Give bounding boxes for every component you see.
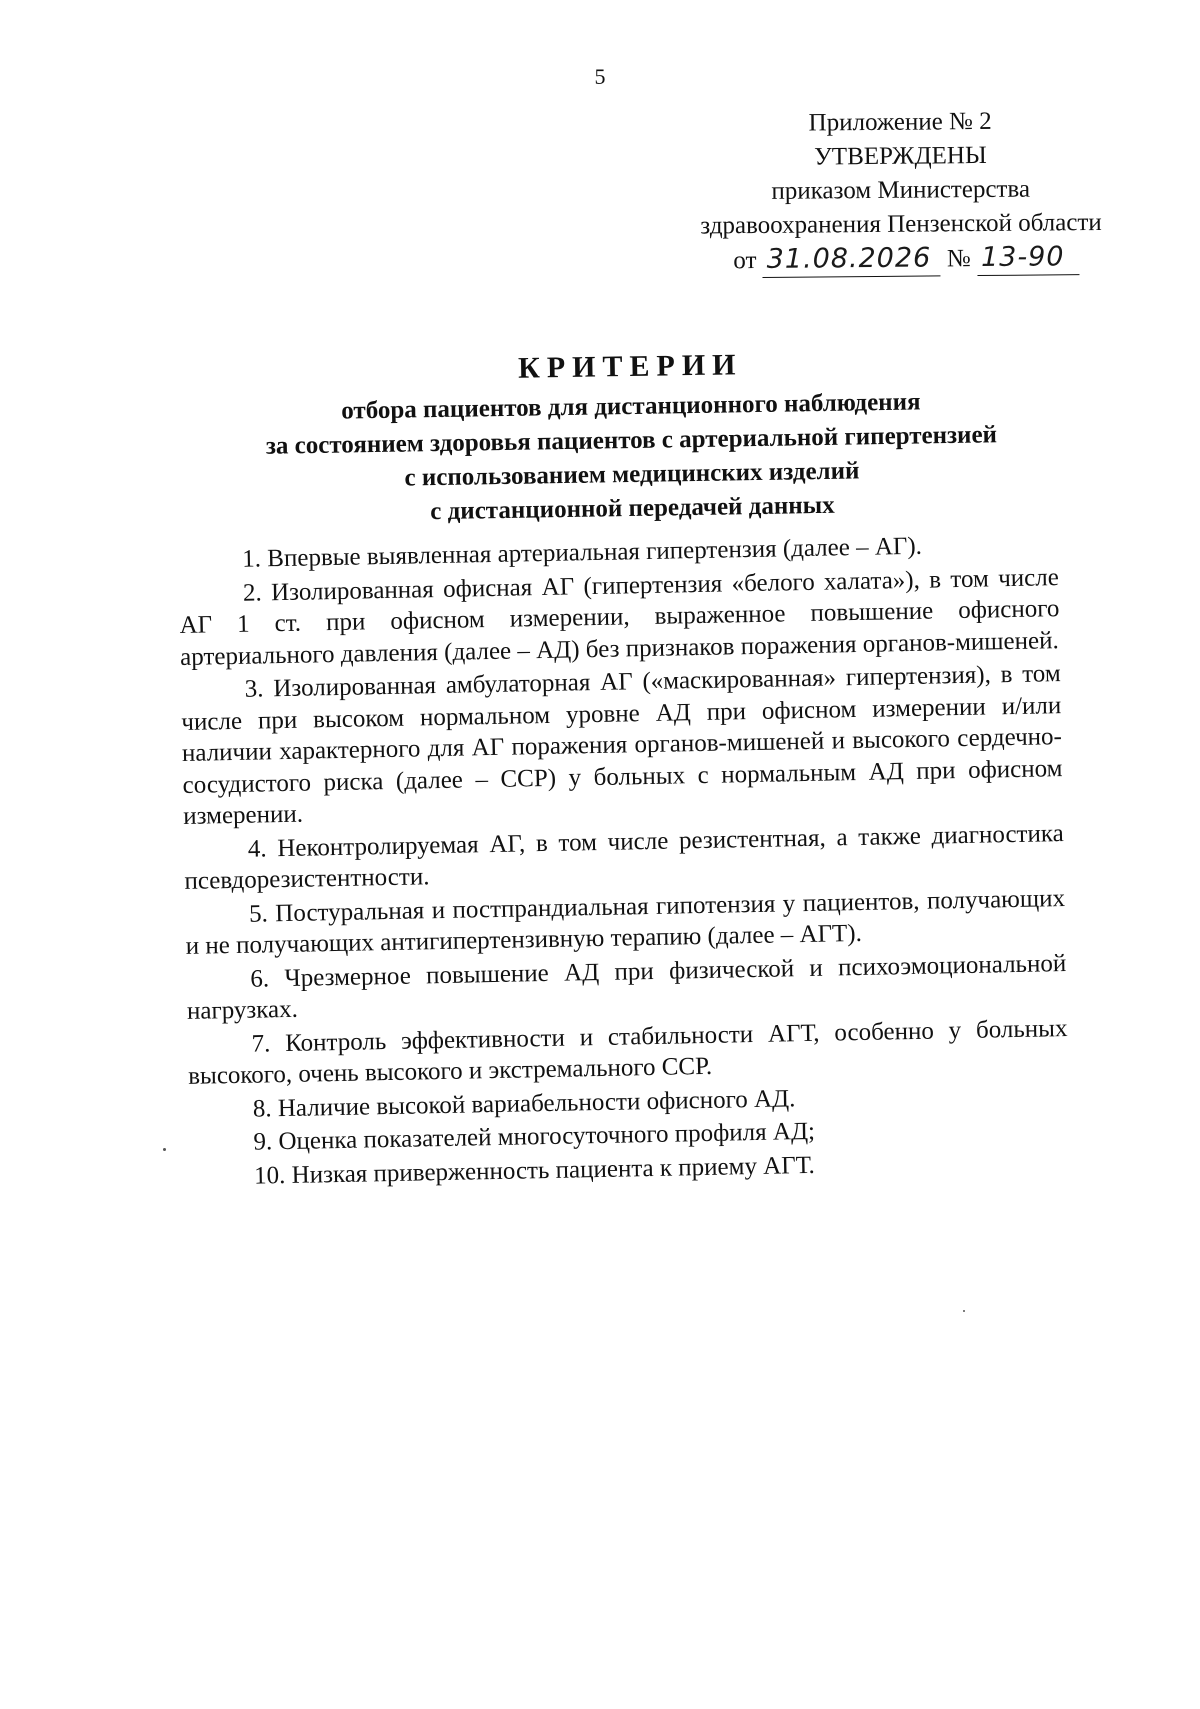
criterion-item: 9. Оценка показателей многосуточного профиля АД; <box>253 1117 816 1156</box>
title-line-2: за состоянием здоровья пациентов с артериальной гипертензией <box>265 421 998 460</box>
criterion-item: 4. Неконтролируемая АГ, в том числе резистентная, а также диагностика псевдорезистентности. <box>184 819 1064 895</box>
title-line-1: отбора пациентов для дистанционного наблюдения <box>341 388 921 425</box>
page-number: 5 <box>594 64 606 89</box>
criterion-item: 1. Впервые выявленная артериальная гипертензия (далее – АГ). <box>242 532 923 573</box>
scan-speck <box>963 1310 965 1312</box>
criteria-list <box>178 528 1070 1195</box>
approved-label: УТВЕРЖДЕНЫ <box>814 141 987 171</box>
criterion-item: 10. Низкая приверженность пациента к приему АГТ. <box>253 1151 815 1190</box>
title-line-3: с использованием медицинских изделий <box>404 457 860 492</box>
number-prefix: № <box>946 245 971 273</box>
appendix-label: Приложение № 2 <box>808 107 992 137</box>
order-line-2: здравоохранения Пензенской области <box>700 208 1102 240</box>
criterion-item: 3. Изолированная амбулаторная АГ («маскированная» гипертензия), в том числе при высоком нормальном уровне АД при офисном измерении и/или наличии характерного для АГ поражения органов-мишеней и высокого сердечно-сосудистого риска (далее – ССР) у больных с нормальным АД при офисном измерении. <box>181 660 1063 830</box>
scan-speck <box>163 1148 166 1151</box>
criterion-item: 2. Изолированная офисная АГ (гипертензия «белого халата»), в том числе АГ 1 ст. при офисном измерении, выраженное повышение офисного артериального давления (далее – АД) без признаков поражения органов-мишеней. <box>179 563 1060 671</box>
date-prefix: от <box>733 246 757 275</box>
criterion-item: 8. Наличие высокой вариабельности офисного АД. <box>252 1084 796 1123</box>
criterion-item: 7. Контроль эффективности и стабильности АГТ, особенно у больных высокого, очень высокого и экстремального ССР. <box>187 1014 1068 1090</box>
document-title <box>220 344 1043 533</box>
order-line-1: приказом Министерства <box>771 175 1031 205</box>
handwritten-number: 13-90 <box>977 240 1079 276</box>
order-date-line <box>641 239 1161 279</box>
criterion-item: 6. Чрезмерное повышение АД при физической и психоэмоциональной нагрузках. <box>186 949 1067 1025</box>
title-heading: КРИТЕРИИ <box>517 348 743 385</box>
approval-block <box>640 103 1161 279</box>
title-line-4: с дистанционной передачей данных <box>430 491 835 526</box>
handwritten-date: 31.08.2026 <box>763 241 941 278</box>
criterion-item: 5. Постуральная и постпрандиальная гипотензия у пациентов, получающих и не получающих антигипертензивную терапию (далее – АГТ). <box>185 884 1066 960</box>
